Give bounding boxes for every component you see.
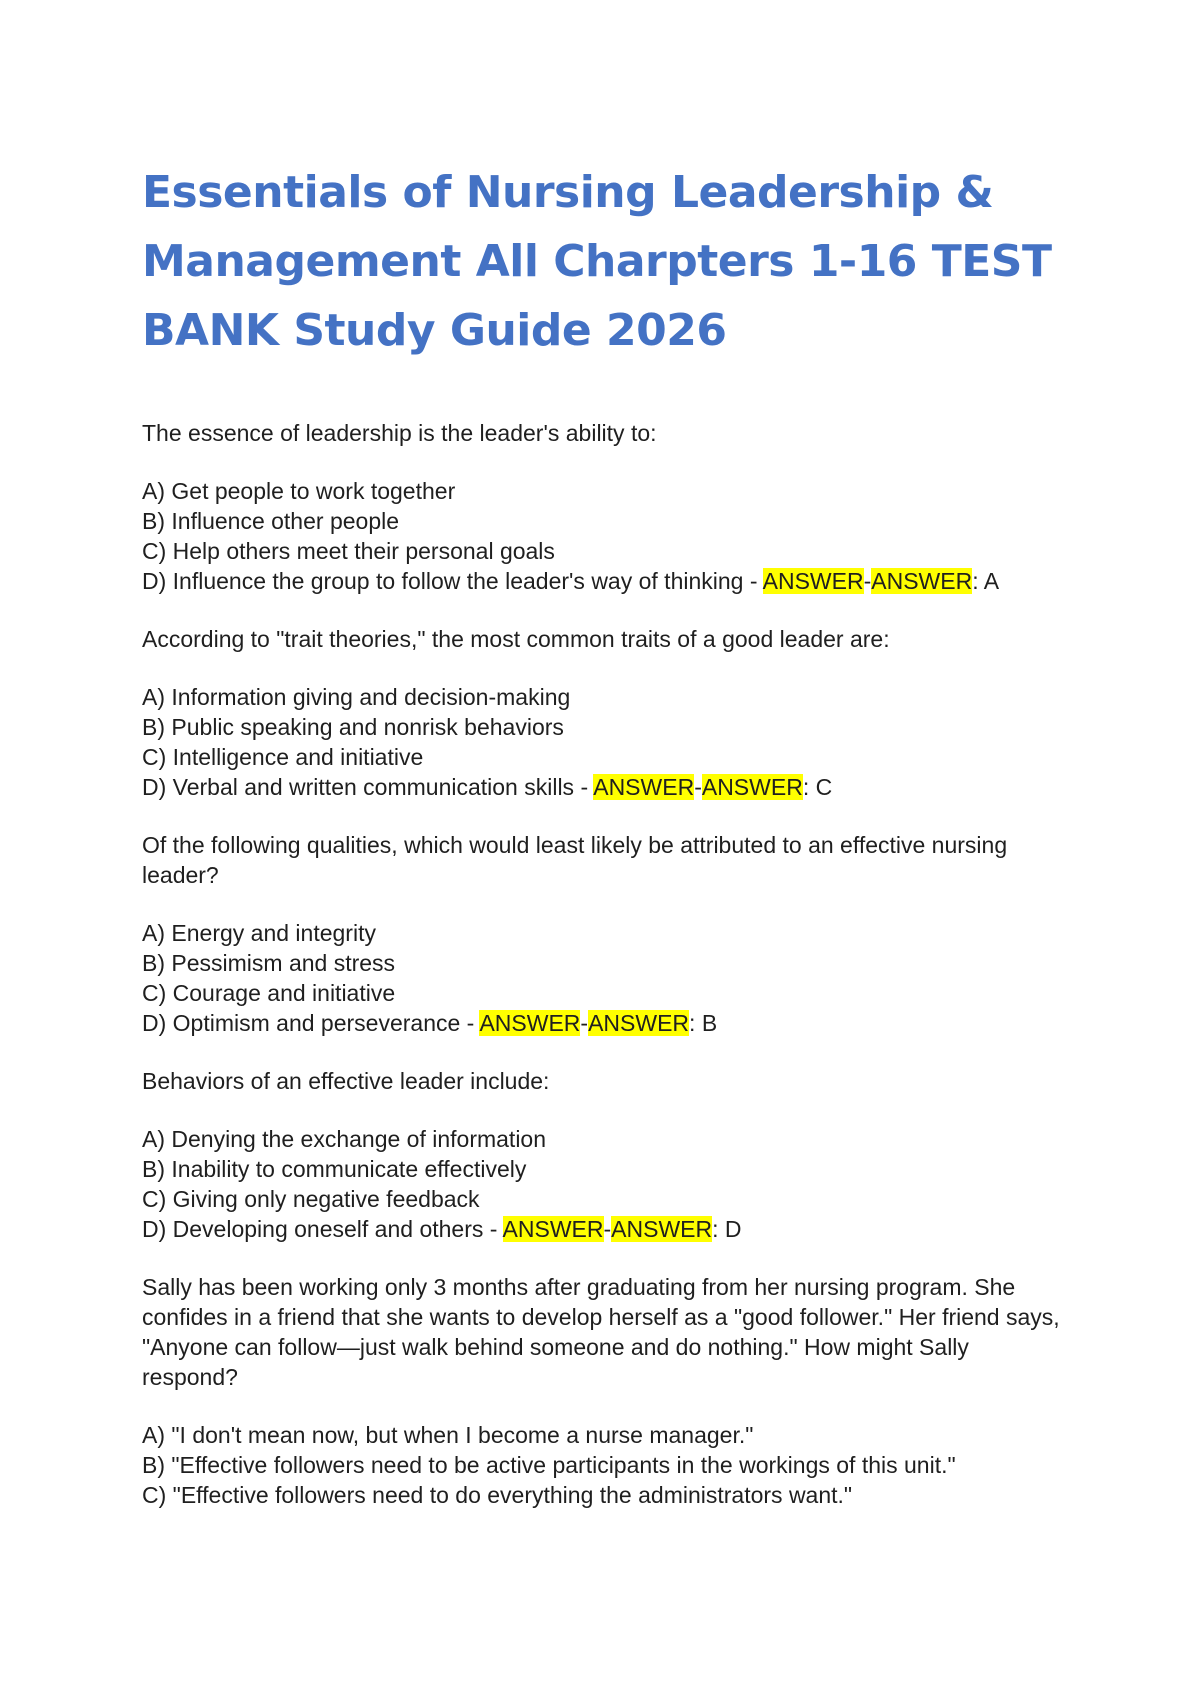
option-d-text: D) Verbal and written communication skills (142, 774, 575, 800)
answer-colon: : (802, 774, 816, 800)
answer-value: D (724, 1216, 742, 1242)
question-spacer (142, 1038, 1062, 1066)
option-a: A) Get people to work together (142, 478, 456, 504)
option-d (142, 566, 1062, 596)
question-list (142, 418, 1062, 1510)
option-d (142, 1214, 1062, 1244)
option-c: C) Giving only negative feedback (142, 1186, 480, 1212)
option-b: B) Influence other people (142, 508, 400, 534)
answer-colon: : (689, 1010, 702, 1036)
answer-label-highlight: ANSWER (479, 1010, 581, 1036)
option-list (142, 1124, 1062, 1244)
option-d (142, 1008, 1062, 1038)
answer-separator: - (483, 1216, 503, 1242)
question-text: Behaviors of an effective leader include: (142, 1068, 550, 1094)
question-text: The essence of leadership is the leader's ability to: (142, 420, 657, 446)
option-a: A) Information giving and decision-making (142, 684, 571, 710)
question-5 (142, 1272, 1062, 1510)
answer-value: B (701, 1010, 718, 1036)
option-d-text: D) Influence the group to follow the leader's way of thinking (142, 568, 744, 594)
option-c: C) "Effective followers need to do everything the administrators want." (142, 1482, 853, 1508)
option-b: B) Public speaking and nonrisk behaviors (142, 714, 564, 740)
answer-dash: - (694, 774, 702, 800)
answer-value: C (815, 774, 833, 800)
question-3 (142, 830, 1062, 1038)
option-b: B) Inability to communicate effectively (142, 1156, 527, 1182)
option-c: C) Intelligence and initiative (142, 744, 424, 770)
question-4 (142, 1066, 1062, 1244)
question-2 (142, 624, 1062, 802)
question-text: Of the following qualities, which would least likely be attributed to an effective nursing leader? (142, 832, 1008, 888)
answer-value: A (983, 568, 1000, 594)
answer-label-highlight: ANSWER (593, 774, 695, 800)
option-c: C) Courage and initiative (142, 980, 396, 1006)
option-d-text: D) Developing oneself and others (142, 1216, 484, 1242)
option-a: A) Energy and integrity (142, 920, 376, 946)
answer-dash: - (603, 1216, 612, 1242)
document-title: Essentials of Nursing Leadership & Management All Charpters 1-16 TEST BANK Study Guide 2026 (142, 167, 1052, 356)
answer-label-highlight: ANSWER (701, 774, 803, 800)
option-b: B) Pessimism and stress (142, 950, 396, 976)
answer-label-highlight: ANSWER (611, 1216, 713, 1242)
question-text: According to "trait theories," the most common traits of a good leader are: (142, 626, 890, 652)
answer-dash: - (580, 1010, 589, 1036)
answer-label-highlight: ANSWER (762, 568, 864, 594)
option-list (142, 918, 1062, 1038)
question-spacer (142, 1244, 1062, 1272)
option-list (142, 1420, 1062, 1510)
option-c: C) Help others meet their personal goals (142, 538, 555, 564)
answer-separator: - (460, 1010, 480, 1036)
answer-label-highlight: ANSWER (502, 1216, 604, 1242)
answer-separator: - (574, 774, 594, 800)
answer-colon: : (972, 568, 984, 594)
option-b: B) "Effective followers need to be active participants in the workings of this unit." (142, 1452, 956, 1478)
option-a: A) Denying the exchange of information (142, 1126, 547, 1152)
question-spacer (142, 802, 1062, 830)
option-list (142, 476, 1062, 596)
answer-label-highlight: ANSWER (871, 568, 973, 594)
option-a: A) "I don't mean now, but when I become a nurse manager." (142, 1422, 754, 1448)
option-d (142, 772, 1062, 802)
answer-label-highlight: ANSWER (588, 1010, 690, 1036)
question-spacer (142, 596, 1062, 624)
question-text: Sally has been working only 3 months after graduating from her nursing program. She confides in a friend that she wants to develop herself as a "good follower." Her friend says, "Anyone can follow—just walk behind someone and do nothing." How might Sally respond? (142, 1274, 1060, 1390)
answer-separator: - (743, 568, 763, 594)
answer-dash: - (863, 568, 872, 594)
option-d-text: D) Optimism and perseverance (142, 1010, 461, 1036)
answer-colon: : (712, 1216, 725, 1242)
option-list (142, 682, 1062, 802)
question-1 (142, 418, 1062, 596)
